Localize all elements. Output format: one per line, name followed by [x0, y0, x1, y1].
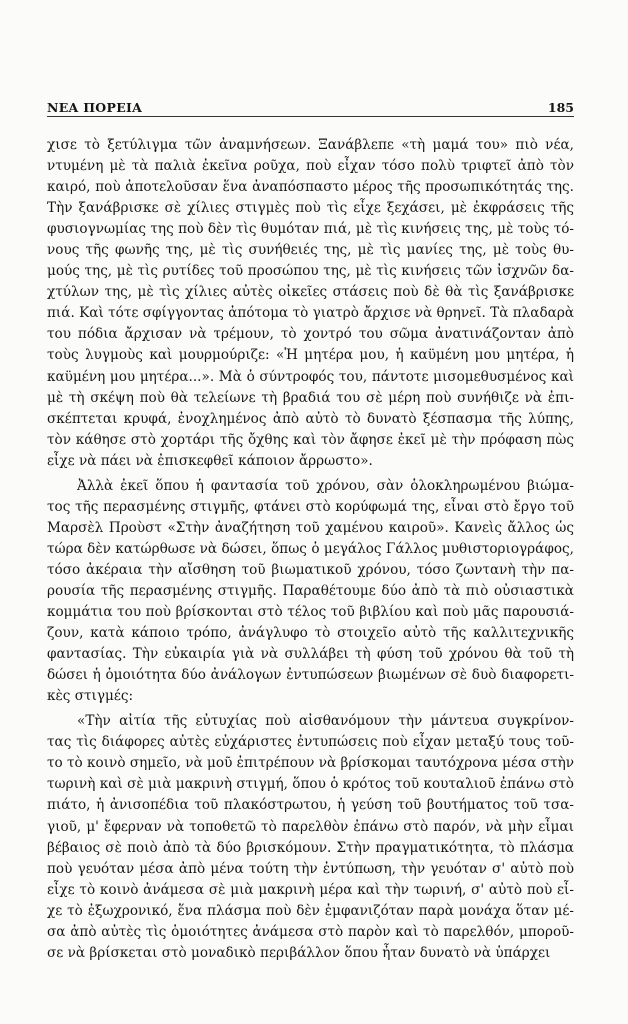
text-line: τώρα δὲν κατώρθωσε νὰ δώσει, ὅπως ὁ μεγάλος Γάλλος μυθιστοριογράφος, [47, 540, 574, 557]
text-line: καϋμένη μου μητέρα...». Μὰ ὁ σύντροφός του, πάντοτε μισομεθυσμένος καὶ [47, 368, 574, 385]
text-line: μὲ τὴ σκέψη ποὺ θὰ τελείωνε τὴ βραδιά του σὲ μέρη ποὺ συνήθιζε νὰ ἐπι- [47, 389, 574, 406]
text-line: χε τὸ ἐξωχρονικό, ἕνα πλάσμα ποὺ δὲν ἐμφανιζόταν παρὰ μονάχα ὅταν μέ- [47, 902, 574, 919]
text-line: σε νὰ βρίσκεται στὸ μοναδικὸ περιβάλλον ὅπου ἦταν δυνατὸ νὰ ὑπάρχει [47, 944, 551, 961]
text-line: τωρινὴ καὶ σὲ μιὰ μακρινὴ στιγμή, ὅπου ὁ κρότος τοῦ κουταλιοῦ ἐπάνω στὸ [47, 776, 574, 793]
running-header [47, 100, 574, 117]
page-number: 185 [547, 100, 574, 115]
paragraph [47, 135, 574, 472]
journal-title: ΝΕΑ ΠΟΡΕΙΑ [47, 100, 143, 115]
text-line: Μαρσὲλ Προὺστ «Στὴν ἀναζήτηση τοῦ χαμένου καιροῦ». Κανεὶς ἄλλος ὡς [47, 519, 574, 536]
text-line: τοὺς λυγμοὺς καὶ μουρμούριζε: «Ἡ μητέρα μου, ἡ καϋμένη μου μητέρα, ἡ [47, 347, 574, 364]
text-line: «Τὴν αἰτία τῆς εὐτυχίας ποὺ αἰσθανόμουν τὴν μάντευα συγκρίνον- [77, 713, 574, 730]
text-line: ντυμένη μὲ τὰ παλιὰ ἐκεῖνα ροῦχα, ποὺ εἶχαν τόσο πολὺ τριφτεῖ ἀπὸ τὸν [47, 158, 574, 175]
text-line: σα ἀπὸ αὐτὲς τὶς ὁμοιότητες ἀνάμεσα στὸ παρὸν καὶ τὸ παρελθόν, μποροῦ- [47, 923, 574, 940]
text-line: χισε τὸ ξετύλιγμα τῶν ἀναμνήσεων. Ξανάβλεπε «τὴ μαμά του» πιὸ νέα, [47, 137, 574, 153]
text-line: τος τῆς περασμένης στιγμῆς, φτάνει στὸ κορύφωμά της, εἶναι στὸ ἔργο τοῦ [47, 498, 574, 515]
text-line: ρουσία τῆς περασμένης στιγμῆς. Παραθέτουμε δύο ἀπὸ τὰ πιὸ οὐσιαστικὰ [47, 582, 574, 599]
text-line: τόσο ἀκέραια τὴν αἴσθηση τοῦ βιωματικοῦ χρόνου, τόσο ζωντανὴ τὴν πα- [47, 561, 574, 578]
body-text [47, 135, 574, 964]
text-line: τὸν κάθησε στὸ χορτάρι τῆς ὄχθης καὶ τὸν ἄφησε ἐκεῖ μὲ τὴν πρόφαση πὼς [47, 431, 574, 448]
text-line: κὲς στιγμές: [47, 688, 134, 705]
text-line: πιάτο, ἡ ἀνισοπέδια τοῦ πλακόστρωτου, ἡ γεύση τοῦ βουτήματος τοῦ τσα- [47, 797, 574, 814]
text-line: σκέπτεται κρυφά, ἐνοχλημένος ἀπὸ αὐτὸ τὸ δυνατὸ ξέσπασμα τῆς λύπης, [47, 410, 574, 427]
text-line: γιοῦ, μ' ἔφερναν νὰ τοποθετῶ τὸ παρελθὸν ἐπάνω στὸ παρόν, νὰ μὴν εἶμαι [47, 818, 574, 835]
text-line: καιρό, ποὺ ἀποτελοῦσαν ἕνα ἀναπόσπαστο μέρος τῆς προσωπικότητάς της. [47, 179, 574, 196]
text-line: του πόδια ἄρχισαν νὰ τρέμουν, τὸ χοντρό του σῶμα ἀνατινάζονταν ἀπὸ [47, 326, 574, 343]
text-line: δώσει ἡ ὁμοιότητα δύο ἀνάλογων ἐντυπώσεων βιωμένων σὲ δυὸ διαφορετι- [47, 667, 574, 684]
text-line: πιά. Καὶ τότε σφίγγοντας ἀπότομα τὸ γιατρὸ ἄρχισε νὰ θρηνεῖ. Τὰ πλαδαρὰ [47, 305, 574, 322]
paragraph [47, 711, 574, 964]
paragraph [47, 476, 574, 708]
text-line: εἶχε τὸ κοινὸ ἀνάμεσα σὲ μιὰ μακρινὴ μέρα καὶ τὴν τωρινή, σ' αὐτὸ ποὺ εἶ- [47, 881, 574, 898]
text-line: Τὴν ξανάβρισκε σὲ χίλιες στιγμὲς ποὺ τὶς εἶχε ξεχάσει, μὲ ἐκφράσεις τῆς [47, 200, 574, 217]
text-line: το τὸ κοινὸ σημεῖο, νὰ μοῦ ἐπιτρέπουν νὰ βρίσκομαι ταυτόχρονα μέσα στὴν [47, 755, 574, 772]
text-line: φαντασίας. Τὴν εὐκαιρία γιὰ νὰ συλλάβει τὴ φύση τοῦ χρόνου θὰ τοῦ τὴ [47, 646, 574, 663]
text-line: βέβαιος σὲ ποιὸ ἀπὸ τὰ δύο βρισκόμουν. Στὴν πραγματικότητα, τὸ πλάσμα [47, 839, 574, 856]
text-line: μούς της, μὲ τὶς ρυτίδες τοῦ προσώπου της, μὲ τὶς κινήσεις τῶν ἰσχνῶν δα- [47, 263, 574, 280]
text-line: ποὺ γευόταν μέσα ἀπὸ μένα τούτη τὴν ἐντύπωση, τὴν γευόταν σ' αὐτὸ ποὺ [47, 860, 574, 877]
text-line: χτύλων της, μὲ τὶς χίλιες αὐτὲς οἰκεῖες στάσεις ποὺ δὲ θὰ τὶς ξανάβρισκε [47, 284, 574, 301]
text-line: εἶχε νὰ πάει νὰ ἐπισκεφθεῖ κάποιον ἄρρωστο». [47, 452, 373, 469]
text-line: νους τῆς φωνῆς της, μὲ τὶς συνήθειές της, μὲ τὶς μανίες της, μὲ τοὺς θυ- [47, 242, 574, 259]
text-line: Ἀλλὰ ἐκεῖ ὅπου ἡ φαντασία τοῦ χρόνου, σὰν ὁλοκληρωμένου βιώμα- [77, 477, 574, 494]
text-line: φυσιογνωμίας της ποὺ δὲν τὶς θυμόταν πιά, μὲ τὶς κινήσεις της, μὲ τοὺς τό- [47, 221, 574, 238]
text-line: κομμάτια του ποὺ βρίσκονται στὸ τέλος τοῦ βιβλίου καὶ ποὺ μᾶς παρουσιά- [47, 604, 574, 621]
text-line: τας τὶς διάφορες αὐτὲς εὐχάριστες ἐντυπώσεις ποὺ εἶχαν μεταξύ τους τοῦ- [47, 734, 574, 751]
text-line: ζουν, κατὰ κάποιο τρόπο, ἀνάγλυφο τὸ στοιχεῖο αὐτὸ τῆς καλλιτεχνικῆς [47, 625, 574, 642]
